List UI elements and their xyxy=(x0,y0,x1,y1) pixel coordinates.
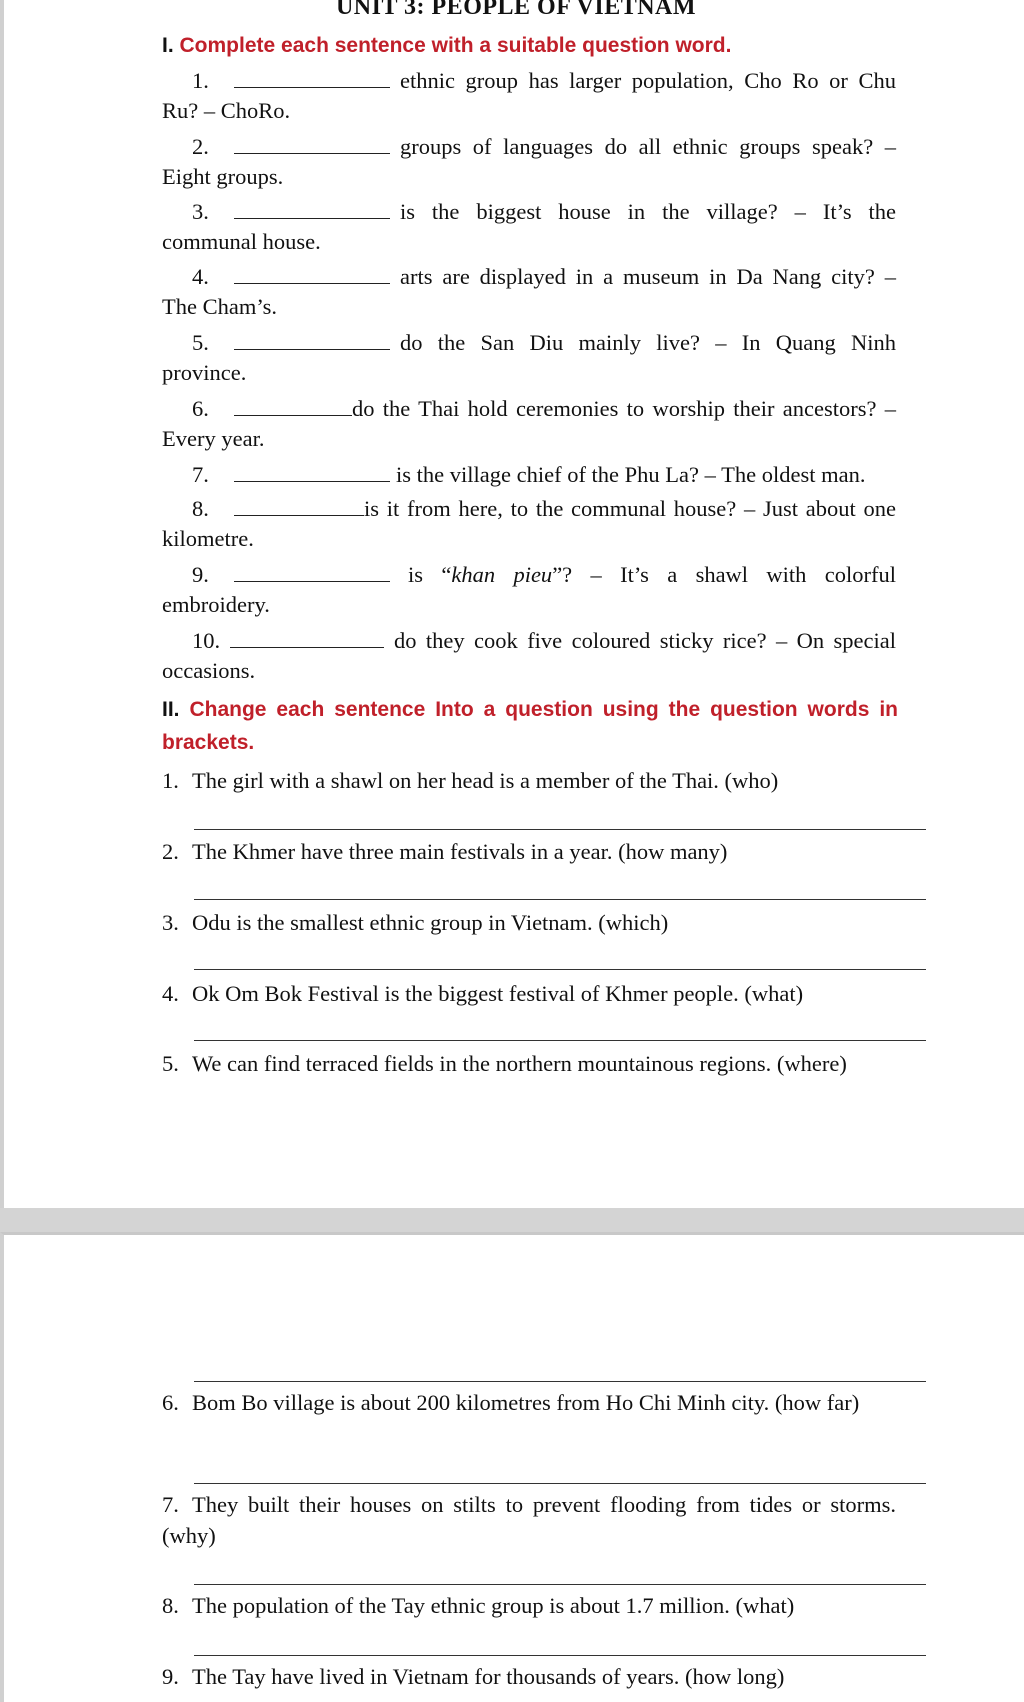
answer-line[interactable] xyxy=(194,899,926,900)
item-text-continued: Eight groups. xyxy=(162,164,284,189)
section-1-heading-text: Complete each sentence with a suitable question word. xyxy=(179,34,732,57)
exercise-2-item-2 xyxy=(162,836,896,867)
item-number: 3. xyxy=(162,910,179,935)
item-text: do they cook five coloured sticky rice? – On special xyxy=(394,628,896,653)
exercise-1-item-2 xyxy=(162,132,896,192)
item-text-continued: occasions. xyxy=(162,658,256,683)
answer-line[interactable] xyxy=(194,1040,926,1041)
answer-blank[interactable] xyxy=(234,133,390,154)
item-text: The girl with a shawl on her head is a member of the Thai. (who) xyxy=(192,768,779,793)
exercise-2-item-4 xyxy=(162,978,896,1009)
item-text: is the village chief of the Phu La? – The oldest man. xyxy=(396,462,866,487)
item-number: 6. xyxy=(192,396,209,421)
exercise-1-item-8 xyxy=(162,494,896,554)
item-number: 6. xyxy=(162,1390,179,1415)
item-number: 9. xyxy=(192,562,209,587)
item-text: The Khmer have three main festivals in a year. (how many) xyxy=(192,839,728,864)
exercise-2-item-7 xyxy=(162,1489,896,1551)
answer-line[interactable] xyxy=(194,829,926,830)
exercise-1-item-7 xyxy=(162,460,896,490)
section-2-heading-text: Change each sentence Into a question using the question words in brackets. xyxy=(162,698,898,754)
item-number: 5. xyxy=(192,330,209,355)
exercise-2-item-1 xyxy=(162,765,896,796)
item-text: Ok Om Bok Festival is the biggest festival of Khmer people. (what) xyxy=(192,981,804,1006)
exercise-1-item-1 xyxy=(162,66,896,126)
section-2-heading xyxy=(162,693,898,759)
exercise-1-item-5 xyxy=(162,328,896,388)
exercise-2-item-5 xyxy=(162,1048,896,1079)
section-1-number: I. xyxy=(162,34,174,57)
item-text-continued: communal house. xyxy=(162,229,321,254)
answer-blank[interactable] xyxy=(234,495,364,516)
answer-line[interactable] xyxy=(194,1483,926,1484)
answer-blank[interactable] xyxy=(234,329,390,350)
item-text: do the San Diu mainly live? – In Quang Ninh xyxy=(400,330,896,355)
answer-blank[interactable] xyxy=(230,627,384,648)
worksheet-page-2 xyxy=(0,1232,1024,1702)
item-number: 4. xyxy=(192,264,209,289)
item-text: is the biggest house in the village? – It’s the xyxy=(400,199,896,224)
item-number: 7. xyxy=(192,462,209,487)
item-number: 3. xyxy=(192,199,209,224)
exercise-2-item-8 xyxy=(162,1590,896,1621)
exercise-1-item-10 xyxy=(162,626,896,686)
item-text: Odu is the smallest ethnic group in Vietnam. (which) xyxy=(192,910,669,935)
item-number: 1. xyxy=(192,68,209,93)
exercise-1-item-4 xyxy=(162,262,896,322)
section-1-heading xyxy=(162,29,898,62)
item-number: 8. xyxy=(162,1593,179,1618)
answer-blank[interactable] xyxy=(234,67,390,88)
answer-blank[interactable] xyxy=(234,461,390,482)
answer-line[interactable] xyxy=(194,969,926,970)
item-number: 4. xyxy=(162,981,179,1006)
item-number: 10. xyxy=(192,628,221,653)
unit-title: UNIT 3: PEOPLE OF VIETNAM xyxy=(335,0,697,20)
item-text-continued: embroidery. xyxy=(162,592,270,617)
item-number: 8. xyxy=(192,496,209,521)
answer-blank[interactable] xyxy=(234,198,390,219)
item-text-continued: The Cham’s. xyxy=(162,294,277,319)
item-text-continued: Ru? – ChoRo. xyxy=(162,98,291,123)
item-text: groups of languages do all ethnic groups speak? – xyxy=(400,134,896,159)
exercise-1-item-6 xyxy=(162,394,896,454)
item-text: The population of the Tay ethnic group is about 1.7 million. (what) xyxy=(192,1593,795,1618)
exercise-2-item-6 xyxy=(162,1387,896,1418)
item-text: is it from here, to the communal house? – Just about one xyxy=(364,496,896,521)
item-text-continued: Every year. xyxy=(162,426,265,451)
item-number: 9. xyxy=(162,1664,179,1689)
item-number: 2. xyxy=(162,839,179,864)
item-number: 2. xyxy=(192,134,209,159)
answer-line[interactable] xyxy=(194,1584,926,1585)
item-text: arts are displayed in a museum in Da Nang city? – xyxy=(400,264,896,289)
item-text: They built their houses on stilts to prevent flooding from tides or storms. (why) xyxy=(162,1492,896,1548)
exercise-2-item-3 xyxy=(162,907,896,938)
item-text: is “khan pieu”? – It’s a shawl with colorful xyxy=(408,562,896,587)
answer-blank[interactable] xyxy=(234,263,390,284)
exercise-2-item-9 xyxy=(162,1661,896,1692)
answer-line[interactable] xyxy=(194,1655,926,1656)
item-text: We can find terraced fields in the northern mountainous regions. (where) xyxy=(192,1051,847,1076)
item-number: 7. xyxy=(162,1492,179,1517)
answer-line[interactable] xyxy=(194,1381,926,1382)
item-text: The Tay have lived in Vietnam for thousands of years. (how long) xyxy=(192,1664,785,1689)
item-text-continued: province. xyxy=(162,360,247,385)
section-2-number: II. xyxy=(162,698,180,721)
item-text-continued: kilometre. xyxy=(162,526,254,551)
item-text: do the Thai hold ceremonies to worship their ancestors? – xyxy=(352,396,896,421)
item-number: 1. xyxy=(162,768,179,793)
item-text: ethnic group has larger population, Cho Ro or Chu xyxy=(400,68,896,93)
item-text: Bom Bo village is about 200 kilometres from Ho Chi Minh city. (how far) xyxy=(192,1390,860,1415)
answer-blank[interactable] xyxy=(234,395,352,416)
exercise-1-item-9 xyxy=(162,560,896,620)
answer-blank[interactable] xyxy=(234,561,390,582)
exercise-1-item-3 xyxy=(162,197,896,257)
item-number: 5. xyxy=(162,1051,179,1076)
